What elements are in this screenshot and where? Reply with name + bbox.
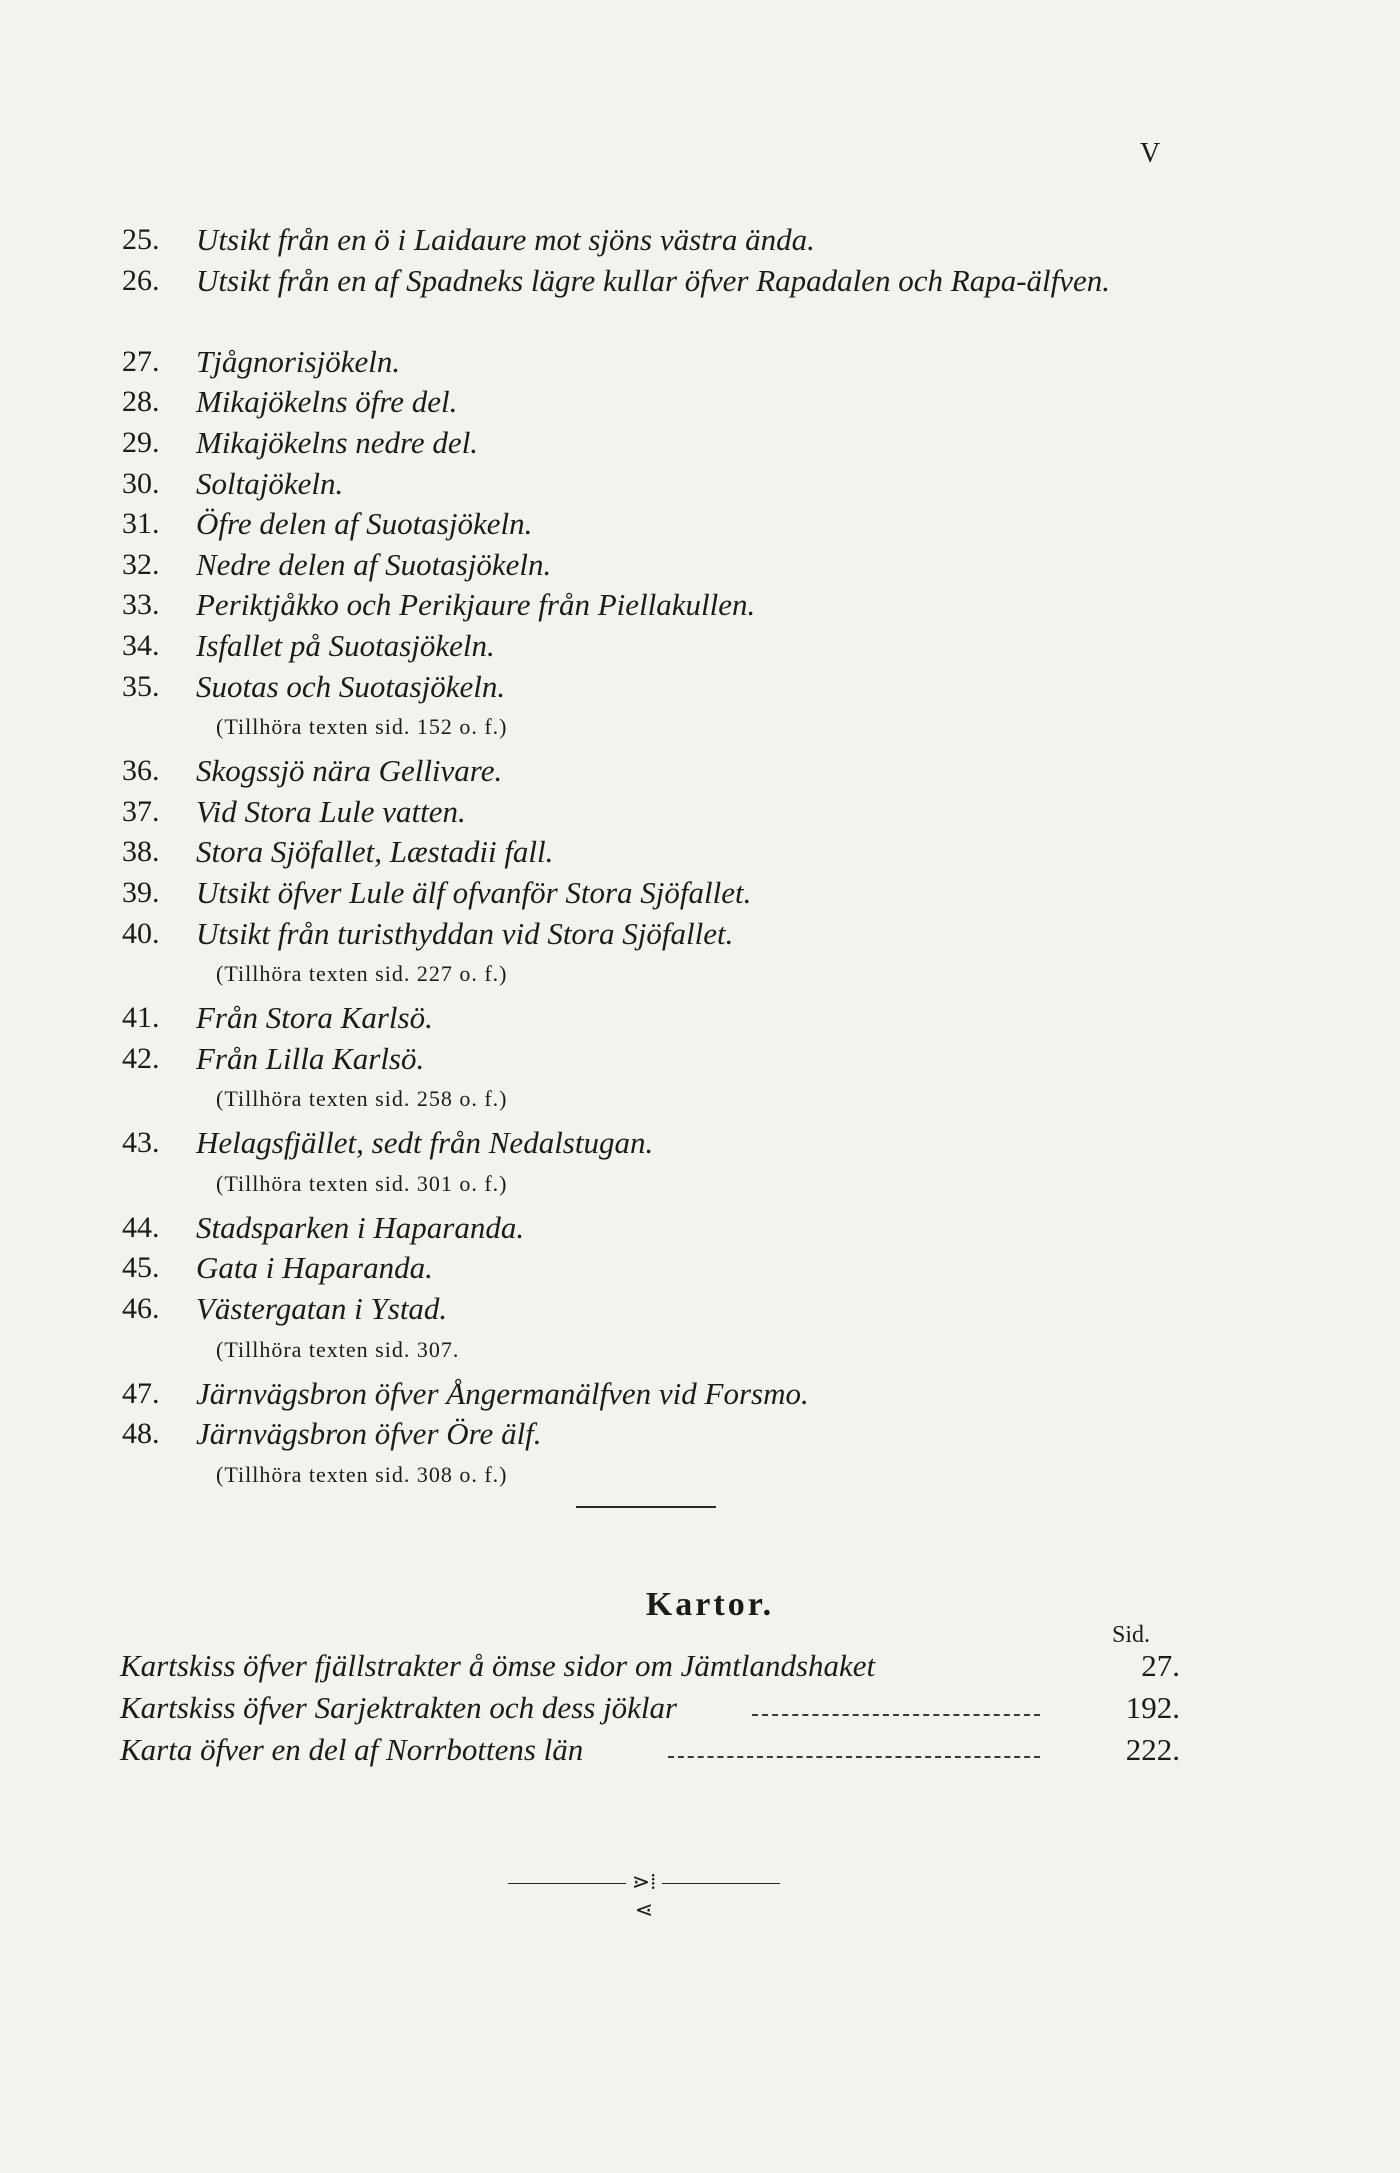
plate-number: 46. (122, 1292, 160, 1326)
plate-entry (0, 1039, 1400, 1080)
plate-number: 42. (122, 1041, 160, 1075)
plate-number: 38. (122, 835, 160, 869)
plate-title: Utsikt från en af Spadneks lägre kullar öfver Rapadalen och Rapa-älfven. (196, 262, 1111, 298)
section-divider (576, 1506, 716, 1508)
sid-column-label: Sid. (1112, 1622, 1151, 1648)
plate-title: Öfre delen af Suotasjökeln. (196, 506, 533, 542)
plate-title: Järnvägsbron öfver Öre älf. (196, 1416, 542, 1452)
plate-entry (0, 1289, 1400, 1330)
plate-entry (0, 1248, 1400, 1289)
map-page: 192. (1125, 1690, 1180, 1725)
plate-entry (0, 1123, 1400, 1164)
plate-number: 40. (122, 916, 160, 950)
map-title: Kartskiss öfver fjällstrakter å ömse sidor om Jämtlandshaket (120, 1648, 876, 1683)
plate-entry (0, 751, 1400, 792)
plate-list (0, 220, 1400, 1499)
plate-number: 43. (122, 1126, 160, 1160)
plate-title: Nedre delen af Suotasjökeln. (196, 546, 552, 582)
plate-note: (Tillhöra texten sid. 258 o. f.) (216, 1086, 508, 1112)
plate-number: 35. (122, 669, 160, 703)
plate-title: Gata i Haparanda. (196, 1250, 433, 1286)
map-page: 27. (1141, 1648, 1180, 1683)
plate-title: Mikajökelns öfre del. (196, 384, 458, 420)
plate-title: Isfallet på Suotasjökeln. (196, 627, 495, 663)
plate-title: Utsikt från en ö i Laidaure mot sjöns västra ända. (196, 222, 815, 257)
plate-note: (Tillhöra texten sid. 227 o. f.) (216, 961, 508, 987)
plate-number: 32. (122, 547, 160, 581)
plate-entry (0, 832, 1400, 873)
plate-note: (Tillhöra texten sid. 308 o. f.) (216, 1461, 508, 1487)
plate-title: Tjågnorisjökeln. (196, 343, 401, 379)
plate-number: 33. (122, 588, 160, 622)
plate-number: 27. (122, 344, 160, 378)
plate-number: 31. (122, 507, 160, 541)
plate-note: (Tillhöra texten sid. 301 o. f.) (216, 1170, 508, 1196)
plate-entry (0, 998, 1400, 1039)
plate-title: Mikajökelns nedre del. (196, 424, 479, 460)
dot-leader (752, 1714, 1040, 1716)
ornament-line (662, 1883, 780, 1884)
kartor-heading: Kartor. (645, 1586, 775, 1623)
plate-entry (0, 504, 1400, 545)
plate-title: Från Stora Karlsö. (196, 1000, 433, 1036)
plate-number: 45. (122, 1251, 160, 1285)
plate-number: 37. (122, 794, 160, 828)
plate-title: Vid Stora Lule vatten. (196, 793, 466, 829)
plate-entry (0, 382, 1400, 423)
plate-number: 48. (122, 1417, 160, 1451)
plate-title: Utsikt från turisthyddan vid Stora Sjöfallet. (196, 915, 734, 951)
plate-number: 47. (122, 1376, 160, 1410)
map-row (120, 1688, 1180, 1728)
map-row (120, 1646, 1180, 1686)
plate-note: (Tillhöra texten sid. 152 o. f.) (216, 714, 508, 740)
plate-number: 44. (122, 1210, 160, 1244)
plate-entry (0, 667, 1400, 708)
plate-entry (0, 1208, 1400, 1249)
map-title: Karta öfver en del af Norrbottens län (120, 1732, 584, 1767)
plate-number: 34. (122, 628, 160, 662)
plate-entry (0, 626, 1400, 667)
plate-title: Skogssjö nära Gellivare. (196, 753, 503, 789)
plate-entry (0, 545, 1400, 586)
plate-entry (0, 1414, 1400, 1455)
plate-entry (0, 220, 1400, 261)
plate-entry (0, 423, 1400, 464)
plate-title: Periktjåkko och Perikjaure från Piellakullen. (196, 587, 756, 623)
plate-title: Helagsfjället, sedt från Nedalstugan. (196, 1125, 654, 1161)
plate-title: Utsikt öfver Lule älf ofvanför Stora Sjöfallet. (196, 874, 752, 910)
ornament-line (508, 1883, 626, 1884)
plate-entry (0, 792, 1400, 833)
plate-number: 41. (122, 1001, 160, 1035)
page-number: V (1140, 138, 1162, 169)
plate-entry (0, 1374, 1400, 1415)
ornament-glyph: ⋗⁞⋖ (631, 1869, 657, 1922)
plate-number: 39. (122, 875, 160, 909)
plate-number: 29. (122, 425, 160, 459)
plate-number: 25. (122, 223, 160, 256)
plate-note: (Tillhöra texten sid. 307. (216, 1336, 460, 1362)
plate-title: Suotas och Suotasjökeln. (196, 668, 506, 704)
end-ornament (508, 1869, 780, 1922)
map-page: 222. (1125, 1732, 1180, 1767)
plate-title: Järnvägsbron öfver Ångermanälfven vid Forsmo. (196, 1375, 809, 1411)
plate-number: 28. (122, 385, 160, 419)
plate-entry (0, 464, 1400, 505)
plate-number: 36. (122, 754, 160, 788)
plate-entry (0, 585, 1400, 626)
plate-title: Stadsparken i Haparanda. (196, 1209, 525, 1245)
plate-number: 30. (122, 466, 160, 500)
plate-title: Från Lilla Karlsö. (196, 1040, 425, 1076)
dot-leader (668, 1756, 1040, 1758)
plate-title: Stora Sjöfallet, Læstadii fall. (196, 834, 554, 870)
plate-title: Soltajökeln. (196, 465, 344, 501)
map-row (120, 1730, 1180, 1770)
plate-entry (0, 873, 1400, 914)
plate-entry (0, 261, 1400, 342)
map-title: Kartskiss öfver Sarjektrakten och dess jöklar (120, 1690, 678, 1725)
plate-entry (0, 914, 1400, 955)
plate-entry (0, 342, 1400, 383)
plate-number: 26. (122, 263, 160, 297)
plate-title: Västergatan i Ystad. (196, 1291, 448, 1327)
